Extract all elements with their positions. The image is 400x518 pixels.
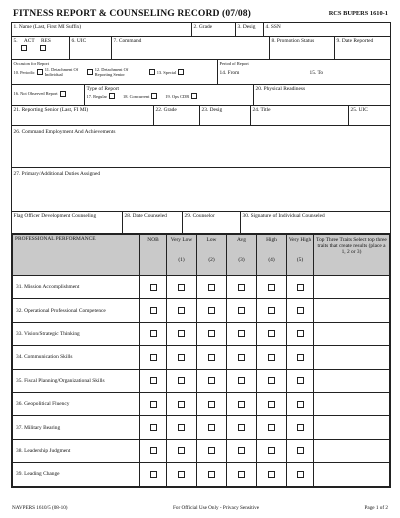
- trait-name: 36. Geopolitical Fluency: [13, 392, 140, 415]
- score-1-label: (1): [178, 257, 185, 263]
- score-4-checkbox[interactable]: [268, 447, 275, 454]
- score-4-checkbox[interactable]: [268, 307, 275, 314]
- nob-cell: [140, 439, 167, 462]
- score-1-checkbox[interactable]: [178, 354, 185, 361]
- score-4-cell: [257, 346, 287, 369]
- score-4-cell: [257, 299, 287, 322]
- nob-label: NOB: [147, 237, 159, 243]
- date-counseled-label: 28. Date Counseled: [124, 213, 167, 219]
- score-4-checkbox[interactable]: [268, 424, 275, 431]
- ops-cdr-label: 19. Ops CDR: [165, 93, 190, 99]
- score-3-checkbox[interactable]: [238, 330, 245, 337]
- occasion-field: [12, 60, 218, 84]
- trait-name: 33. Vision/Strategic Thinking: [13, 322, 140, 345]
- trait-name: 38. Leadership Judgment: [13, 439, 140, 462]
- nob-cell: [140, 392, 167, 415]
- score-2-checkbox[interactable]: [208, 424, 215, 431]
- trait-row: [13, 439, 390, 462]
- score-2-cell: [197, 463, 227, 486]
- score-2-checkbox[interactable]: [208, 401, 215, 408]
- score-1-cell: [167, 416, 197, 439]
- trait-name: 32. Operational Professional Competence: [13, 299, 140, 322]
- very-high-header: [287, 235, 314, 276]
- reporting-senior-label: 21. Reporting Senior (Last, FI MI): [13, 107, 89, 113]
- trait-name: 39. Leading Change: [13, 463, 140, 486]
- flag-officer-field: [12, 212, 123, 233]
- command-employment-label: 26. Command Employment And Achievements: [13, 129, 116, 135]
- high-header: [257, 235, 287, 276]
- score-4-checkbox[interactable]: [268, 354, 275, 361]
- promotion-status-field[interactable]: [270, 37, 335, 59]
- trait-row: [13, 299, 390, 322]
- top-three-input[interactable]: [314, 463, 390, 486]
- score-3-cell: [227, 416, 257, 439]
- score-1-checkbox[interactable]: [178, 330, 185, 337]
- score-4-checkbox[interactable]: [268, 377, 275, 384]
- score-1-cell: [167, 276, 197, 299]
- signature-field[interactable]: [241, 212, 390, 233]
- trait-row: [13, 276, 390, 299]
- period-field: [218, 60, 390, 84]
- score-1-cell: [167, 439, 197, 462]
- score-2-checkbox[interactable]: [208, 284, 215, 291]
- score-2-cell: [197, 299, 227, 322]
- score-5-checkbox[interactable]: [297, 354, 304, 361]
- score-5-checkbox[interactable]: [297, 284, 304, 291]
- score-2-cell: [197, 322, 227, 345]
- score-3-checkbox[interactable]: [238, 447, 245, 454]
- fitness-report-form: [11, 22, 391, 488]
- date-counseled-field[interactable]: [123, 212, 183, 233]
- status-field: [12, 37, 70, 59]
- score-5-checkbox[interactable]: [297, 330, 304, 337]
- date-reported-label: 9. Date Reported: [336, 38, 374, 44]
- nob-cell: [140, 416, 167, 439]
- period-label: Period of Report: [219, 61, 249, 66]
- form-number: NAVPERS 1610/5 (08-10): [12, 505, 68, 511]
- score-2-checkbox[interactable]: [208, 471, 215, 478]
- score-3-checkbox[interactable]: [238, 377, 245, 384]
- special-label: 13. Special: [156, 69, 177, 75]
- periodic-checkbox[interactable]: [37, 69, 43, 75]
- score-3-label: (3): [238, 257, 245, 263]
- score-3-checkbox[interactable]: [238, 471, 245, 478]
- not-observed-checkbox[interactable]: [60, 91, 66, 97]
- score-4-cell: [257, 276, 287, 299]
- score-2-cell: [197, 346, 227, 369]
- trait-rows: [13, 276, 390, 487]
- rs-title-field[interactable]: [251, 106, 349, 125]
- score-2-cell: [197, 392, 227, 415]
- row-performance: [12, 234, 390, 487]
- score-2-cell: [197, 276, 227, 299]
- concurrent-checkbox[interactable]: [151, 93, 157, 99]
- avg-header: [227, 235, 257, 276]
- score-5-cell: [287, 346, 314, 369]
- score-3-cell: [227, 463, 257, 486]
- grade-label: 2. Grade: [193, 24, 213, 30]
- duties-label: 27. Primary/Additional Duties Assigned: [13, 171, 101, 177]
- row-counseling: [12, 212, 390, 234]
- physical-readiness-field[interactable]: [254, 85, 390, 105]
- physical-readiness-label: 20. Physical Readiness: [255, 86, 306, 92]
- score-1-cell: [167, 322, 197, 345]
- score-1-checkbox[interactable]: [178, 377, 185, 384]
- score-4-label: (4): [268, 257, 275, 263]
- score-3-checkbox[interactable]: [238, 284, 245, 291]
- rcs-code: RCS BUPERS 1610-1: [328, 10, 388, 17]
- row-duties: [12, 168, 390, 212]
- nob-cell: [140, 463, 167, 486]
- score-3-checkbox[interactable]: [238, 424, 245, 431]
- rs-grade-label: 22. Grade: [155, 107, 177, 113]
- score-5-checkbox[interactable]: [297, 424, 304, 431]
- score-5-cell: [287, 276, 314, 299]
- act-label: ACT: [23, 38, 35, 44]
- nob-checkbox[interactable]: [150, 307, 157, 314]
- row-occasion: [12, 60, 390, 85]
- score-4-cell: [257, 439, 287, 462]
- row-type: [12, 85, 390, 106]
- trait-row: [13, 369, 390, 392]
- nob-checkbox[interactable]: [150, 471, 157, 478]
- detachment-individual-checkbox[interactable]: [87, 69, 93, 75]
- rs-uic-field[interactable]: [349, 106, 390, 125]
- act-checkbox[interactable]: [21, 45, 27, 51]
- score-5-cell: [287, 463, 314, 486]
- desig-label: 3. Desig: [237, 24, 256, 30]
- score-2-checkbox[interactable]: [208, 354, 215, 361]
- occasion-label: Occasion for Report: [13, 61, 50, 66]
- trait-row: [13, 346, 390, 369]
- row-employment: [12, 126, 390, 168]
- top-three-header: Top Three Traits Select top three traits that create results (place a 1, 2 or 3): [314, 235, 390, 276]
- special-checkbox[interactable]: [178, 69, 184, 75]
- score-5-checkbox[interactable]: [297, 307, 304, 314]
- regular-checkbox[interactable]: [109, 93, 115, 99]
- rs-grade-field[interactable]: [154, 106, 200, 125]
- very-low-header: [167, 235, 197, 276]
- flag-officer-label: Flag Officer Development Counseling: [13, 213, 97, 219]
- top-three-input[interactable]: [314, 369, 390, 392]
- grade-field[interactable]: [192, 23, 236, 36]
- name-label: 1. Name (Last, First MI Suffix): [13, 24, 82, 30]
- status-number-label: 5.: [13, 38, 18, 44]
- nob-checkbox[interactable]: [150, 330, 157, 337]
- score-1-checkbox[interactable]: [178, 284, 185, 291]
- command-field[interactable]: [112, 37, 270, 59]
- score-3-cell: [227, 322, 257, 345]
- row-identity: [12, 23, 390, 37]
- uic-label: 6. UIC: [71, 38, 87, 44]
- score-1-checkbox[interactable]: [178, 307, 185, 314]
- score-2-checkbox[interactable]: [208, 307, 215, 314]
- command-label: 7. Command: [113, 38, 142, 44]
- nob-cell: [140, 322, 167, 345]
- performance-table: [12, 234, 390, 487]
- avg-label: Avg: [237, 237, 246, 243]
- trait-name: 35. Fiscal Planning/Organizational Skills: [13, 369, 140, 392]
- score-5-label: (5): [296, 257, 304, 263]
- score-5-cell: [287, 416, 314, 439]
- promotion-status-label: 8. Promotion Status: [271, 38, 315, 44]
- very-high-label: Very High: [288, 237, 312, 243]
- ops-cdr-checkbox[interactable]: [191, 93, 197, 99]
- score-5-cell: [287, 299, 314, 322]
- uic-field[interactable]: [70, 37, 112, 59]
- concurrent-label: 18. Concurrent: [123, 93, 150, 99]
- nob-checkbox[interactable]: [150, 354, 157, 361]
- score-2-cell: [197, 416, 227, 439]
- very-low-label: Very Low: [170, 237, 193, 243]
- top-three-input[interactable]: [314, 299, 390, 322]
- trait-row: [13, 392, 390, 415]
- reporting-senior-field[interactable]: [12, 106, 154, 125]
- score-5-cell: [287, 439, 314, 462]
- score-1-checkbox[interactable]: [178, 471, 185, 478]
- row-status: [12, 37, 390, 60]
- score-4-cell: [257, 369, 287, 392]
- score-4-checkbox[interactable]: [268, 330, 275, 337]
- not-observed-label: 16. Not Observed Report: [13, 91, 58, 97]
- high-label: High: [266, 237, 277, 243]
- score-5-cell: [287, 392, 314, 415]
- score-3-cell: [227, 299, 257, 322]
- score-1-cell: [167, 463, 197, 486]
- rs-title-label: 24. Title: [252, 107, 271, 113]
- to-label[interactable]: 15. To: [309, 70, 324, 77]
- score-3-cell: [227, 276, 257, 299]
- trait-name: 37. Military Bearing: [13, 416, 140, 439]
- page-number: Page 1 of 2: [364, 505, 388, 511]
- score-4-cell: [257, 322, 287, 345]
- type-field: [84, 85, 254, 105]
- score-4-checkbox[interactable]: [268, 284, 275, 291]
- top-three-input[interactable]: [314, 322, 390, 345]
- score-2-checkbox[interactable]: [208, 377, 215, 384]
- privacy-notice: For Official Use Only - Privacy Sensitive: [172, 505, 260, 511]
- trait-row: [13, 322, 390, 345]
- nob-checkbox[interactable]: [150, 377, 157, 384]
- score-5-checkbox[interactable]: [297, 401, 304, 408]
- regular-label: 17. Regular: [86, 93, 107, 99]
- top-three-input[interactable]: [314, 346, 390, 369]
- detachment-individual-label: 11. Detachment Of Individual: [44, 67, 79, 78]
- score-4-cell: [257, 392, 287, 415]
- low-label: Low: [206, 237, 217, 243]
- nob-checkbox[interactable]: [150, 401, 157, 408]
- res-label: RES: [40, 38, 51, 44]
- nob-header: [140, 235, 167, 276]
- score-3-checkbox[interactable]: [238, 307, 245, 314]
- trait-name: 34. Communication Skills: [13, 346, 140, 369]
- trait-row: [13, 463, 390, 486]
- res-checkbox[interactable]: [40, 45, 46, 51]
- score-2-checkbox[interactable]: [208, 447, 215, 454]
- counselor-label: 29. Counselor: [184, 213, 215, 219]
- duties-field[interactable]: [12, 168, 390, 211]
- signature-label: 30. Signature of Individual Counseled: [242, 213, 325, 219]
- performance-header-row: [13, 235, 390, 276]
- nob-cell: [140, 369, 167, 392]
- desig-field[interactable]: [236, 23, 264, 36]
- score-2-label: (2): [208, 257, 215, 263]
- score-3-cell: [227, 392, 257, 415]
- score-1-checkbox[interactable]: [178, 401, 185, 408]
- score-1-cell: [167, 392, 197, 415]
- counselor-field[interactable]: [183, 212, 241, 233]
- score-3-cell: [227, 346, 257, 369]
- score-1-checkbox[interactable]: [178, 424, 185, 431]
- nob-checkbox[interactable]: [150, 284, 157, 291]
- score-5-cell: [287, 369, 314, 392]
- score-3-checkbox[interactable]: [238, 401, 245, 408]
- score-5-cell: [287, 322, 314, 345]
- nob-cell: [140, 346, 167, 369]
- score-4-checkbox[interactable]: [268, 471, 275, 478]
- detachment-senior-checkbox[interactable]: [149, 69, 155, 75]
- score-2-cell: [197, 369, 227, 392]
- date-reported-field[interactable]: [335, 37, 390, 59]
- score-1-cell: [167, 369, 197, 392]
- name-field[interactable]: [12, 23, 192, 36]
- trait-row: [13, 416, 390, 439]
- score-5-checkbox[interactable]: [297, 471, 304, 478]
- score-4-cell: [257, 463, 287, 486]
- score-3-cell: [227, 439, 257, 462]
- top-three-input[interactable]: [314, 439, 390, 462]
- form-title: FITNESS REPORT & COUNSELING RECORD (07/08): [13, 8, 251, 19]
- top-three-input[interactable]: [314, 416, 390, 439]
- trait-name: 31. Mission Accomplishment: [13, 276, 140, 299]
- score-1-cell: [167, 346, 197, 369]
- ssn-label: 4. SSN: [265, 24, 281, 30]
- nob-cell: [140, 299, 167, 322]
- rs-uic-label: 25. UIC: [350, 107, 368, 113]
- score-2-checkbox[interactable]: [208, 330, 215, 337]
- type-label: Type of Report: [86, 86, 120, 92]
- command-employment-field[interactable]: [12, 126, 390, 167]
- detachment-senior-label: 12. Detachment Of Reporting Senior: [94, 67, 129, 78]
- score-4-checkbox[interactable]: [268, 401, 275, 408]
- periodic-label: 10. Periodic: [13, 69, 35, 75]
- score-2-cell: [197, 439, 227, 462]
- nob-checkbox[interactable]: [150, 424, 157, 431]
- ssn-field[interactable]: [264, 23, 390, 36]
- not-observed-field: [12, 85, 84, 105]
- score-3-checkbox[interactable]: [238, 354, 245, 361]
- top-three-input[interactable]: [314, 392, 390, 415]
- low-header: [197, 235, 227, 276]
- score-5-checkbox[interactable]: [297, 447, 304, 454]
- footer: [12, 505, 388, 511]
- performance-heading: PROFESSIONAL PERFORMANCE: [13, 235, 140, 276]
- from-label[interactable]: 14. From: [219, 70, 240, 77]
- top-three-input[interactable]: [314, 276, 390, 299]
- score-4-cell: [257, 416, 287, 439]
- score-5-checkbox[interactable]: [297, 377, 304, 384]
- score-3-cell: [227, 369, 257, 392]
- nob-cell: [140, 276, 167, 299]
- nob-checkbox[interactable]: [150, 447, 157, 454]
- rs-desig-field[interactable]: [200, 106, 251, 125]
- row-reporting-senior: [12, 106, 390, 126]
- score-1-checkbox[interactable]: [178, 447, 185, 454]
- score-1-cell: [167, 299, 197, 322]
- rs-desig-label: 23. Desig: [201, 107, 223, 113]
